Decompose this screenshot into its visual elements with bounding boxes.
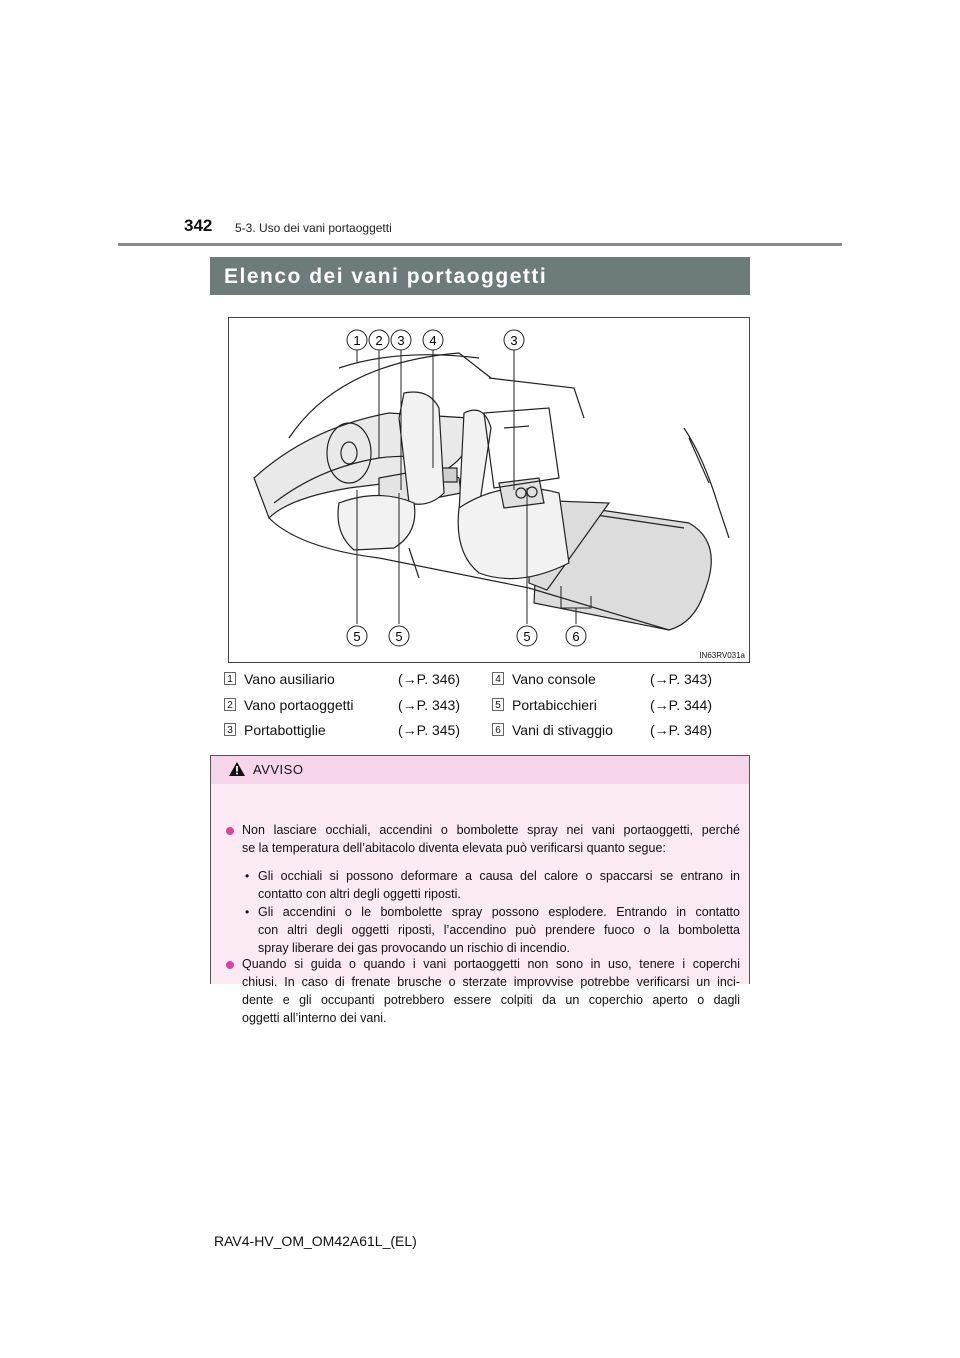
sub-bullet-icon: • xyxy=(245,869,250,883)
warning-body xyxy=(211,784,749,1025)
interior-illustration xyxy=(228,317,750,663)
text-line: oggetti all’interno dei vani. xyxy=(242,1011,387,1025)
legend-number: 2 xyxy=(224,698,236,711)
callout-5-a xyxy=(347,626,367,646)
page-title: Elenco dei vani portaoggetti xyxy=(210,257,750,295)
bullet-icon xyxy=(226,827,234,835)
callout-label: 6 xyxy=(572,629,580,644)
warning-title: AVVISO xyxy=(253,762,304,777)
text-line: chiusi. In caso di frenate brusche o sterzate improvvise potrebbe verificarsi un inci- xyxy=(242,975,740,989)
legend-item-4 xyxy=(492,671,742,689)
legend-label: Vani di stivaggio xyxy=(512,722,613,738)
car-interior-drawing xyxy=(229,318,749,662)
warning-header xyxy=(211,756,749,785)
legend-item-1 xyxy=(224,671,474,689)
callout-label: 3 xyxy=(510,333,518,348)
callout-5-b xyxy=(389,626,409,646)
text-line: dente e gli occupanti potrebbero essere colpiti da un coperchio aperto o dagli xyxy=(242,993,740,1007)
callout-label: 4 xyxy=(429,333,437,348)
legend-label: Portabottiglie xyxy=(244,722,326,738)
callout-label: 1 xyxy=(353,333,361,348)
page-reference: (→P. 346) xyxy=(398,671,460,687)
text-line: se la temperatura dell’abitacolo diventa elevata può verificarsi quanto segue: xyxy=(242,841,666,855)
legend-number: 4 xyxy=(492,672,504,685)
text-line: Non lasciare occhiali, accendini o bombolette spray nei vani portaoggetti, perché xyxy=(242,823,740,837)
text-line: spray liberare dei gas provocando un rischio di incendio. xyxy=(258,941,570,955)
callout-5-c xyxy=(517,626,537,646)
legend-item-6 xyxy=(492,722,742,740)
header-rule xyxy=(118,243,842,246)
legend-label: Vano portaoggetti xyxy=(244,697,354,713)
warning-paragraph-1 xyxy=(242,821,740,857)
callout-label: 5 xyxy=(523,629,531,644)
legend-label: Portabicchieri xyxy=(512,697,597,713)
warning-icon xyxy=(228,761,246,777)
legend-item-2 xyxy=(224,697,474,715)
callout-label: 5 xyxy=(395,629,403,644)
page-number: 342 xyxy=(184,216,213,235)
warning-sub-item-1 xyxy=(258,867,740,903)
legend-label: Vano ausiliario xyxy=(244,671,335,687)
sub-bullet-icon: • xyxy=(245,905,250,919)
page-reference: (→P. 345) xyxy=(398,722,460,738)
legend-number: 6 xyxy=(492,723,504,736)
callout-label: 5 xyxy=(353,629,361,644)
legend-number: 5 xyxy=(492,698,504,711)
legend-label: Vano console xyxy=(512,671,596,687)
text-line: contatto con altri degli oggetti riposti. xyxy=(258,887,461,901)
page-reference: (→P. 348) xyxy=(650,722,712,738)
callout-1 xyxy=(347,330,367,350)
page-reference: (→P. 344) xyxy=(650,697,712,713)
callout-4 xyxy=(423,330,443,350)
legend-number: 3 xyxy=(224,723,236,736)
document-code: RAV4-HV_OM_OM42A61L_(EL) xyxy=(214,1233,417,1249)
figure-code: IN63RV031a xyxy=(699,651,745,660)
warning-box xyxy=(210,755,750,1025)
bullet-icon xyxy=(226,961,234,969)
warning-paragraph-2 xyxy=(242,955,740,1027)
section-title: 5-3. Uso dei vani portaoggetti xyxy=(235,221,392,235)
legend-item-5 xyxy=(492,697,742,715)
text-line: Gli occhiali si possono deformare a causa del calore o spaccarsi se entrano in xyxy=(258,869,740,883)
warning-sub-item-2 xyxy=(258,903,740,957)
callout-3 xyxy=(391,330,411,350)
legend-item-3 xyxy=(224,722,474,740)
page-reference: (→P. 343) xyxy=(398,697,460,713)
callout-2 xyxy=(369,330,389,350)
callout-3-rear xyxy=(504,330,524,350)
text-line: Quando si guida o quando i vani portaoggetti non sono in uso, tenere i coperchi xyxy=(242,957,740,971)
text-line: con altri degli oggetti riposti, l’accendino può prendere fuoco o la bomboletta xyxy=(258,923,740,937)
callout-label: 3 xyxy=(397,333,405,348)
callout-label: 2 xyxy=(375,333,383,348)
page-reference: (→P. 343) xyxy=(650,671,712,687)
callout-6 xyxy=(566,626,586,646)
legend-number: 1 xyxy=(224,672,236,685)
text-line: Gli accendini o le bombolette spray possono esplodere. Entrando in contatto xyxy=(258,905,740,919)
